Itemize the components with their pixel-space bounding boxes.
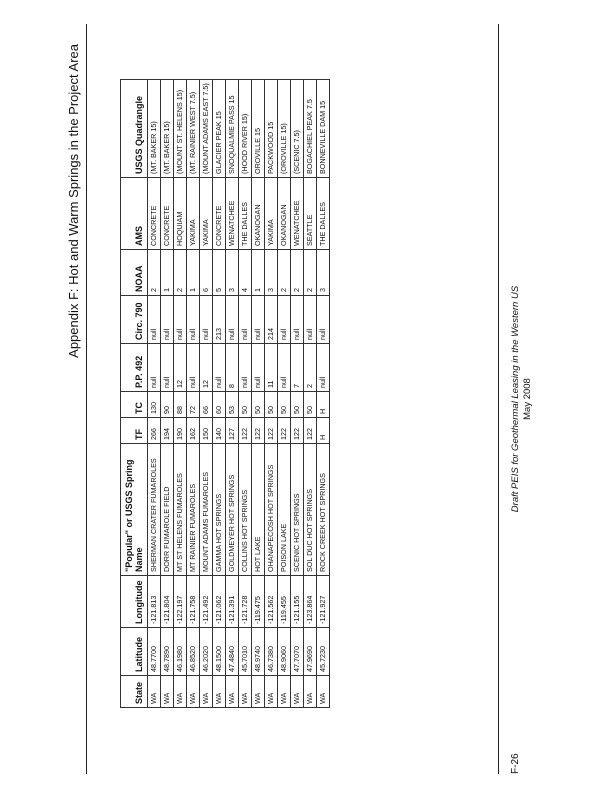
cell-pp492: null — [213, 344, 226, 392]
cell-circ790: null — [291, 296, 304, 344]
cell-state: WA — [291, 676, 304, 708]
cell-pp492: 2 — [304, 344, 317, 392]
footer-divider — [498, 24, 499, 774]
cell-ams: HOQUIAM — [174, 178, 187, 250]
cell-longitude: -122.197 — [174, 576, 187, 628]
cell-noaa: 4 — [239, 250, 252, 296]
cell-noaa: 2 — [278, 250, 291, 296]
cell-spring-name: MT ST HELENS FUMAROLES — [174, 444, 187, 576]
cell-pp492: null — [161, 344, 174, 392]
cell-state: WA — [161, 676, 174, 708]
cell-latitude: 48.7890 — [161, 628, 174, 676]
cell-ams: CONCRETE — [161, 178, 174, 250]
cell-longitude: -121.492 — [200, 576, 213, 628]
cell-tc: 130 — [148, 392, 161, 418]
cell-tf: 190 — [174, 418, 187, 444]
cell-circ790: null — [187, 296, 200, 344]
hot-springs-table — [120, 79, 330, 708]
page-number: F-26 — [510, 753, 521, 774]
cell-longitude: -119.455 — [278, 576, 291, 628]
cell-tc: 50 — [304, 392, 317, 418]
cell-spring-name: SHERMAN CRATER FUMAROLES — [148, 444, 161, 576]
cell-state: WA — [304, 676, 317, 708]
col-header-pp492: P.P. 492 — [121, 344, 148, 392]
cell-state: WA — [239, 676, 252, 708]
cell-tf: 140 — [213, 418, 226, 444]
cell-pp492: null — [148, 344, 161, 392]
cell-tc: 50 — [278, 392, 291, 418]
cell-usgs-quadrangle: PACKWOOD 15 — [265, 80, 278, 178]
cell-ams: OKANOGAN — [278, 178, 291, 250]
cell-latitude: 48.7700 — [148, 628, 161, 676]
cell-noaa: 3 — [226, 250, 239, 296]
cell-noaa: 1 — [252, 250, 265, 296]
cell-usgs-quadrangle: (SCENIC 7.5) — [291, 80, 304, 178]
cell-state: WA — [200, 676, 213, 708]
cell-tf: 122 — [278, 418, 291, 444]
cell-latitude: 45.7230 — [317, 628, 330, 676]
table-row — [278, 80, 291, 708]
cell-pp492: 8 — [226, 344, 239, 392]
cell-ams: CONCRETE — [213, 178, 226, 250]
cell-tf: 122 — [304, 418, 317, 444]
cell-longitude: -123.864 — [304, 576, 317, 628]
cell-tc: H — [317, 392, 330, 418]
cell-tf: 122 — [239, 418, 252, 444]
col-header-tf: TF — [121, 418, 148, 444]
cell-pp492: 12 — [174, 344, 187, 392]
cell-circ790: null — [304, 296, 317, 344]
cell-ams: OKANOGAN — [252, 178, 265, 250]
cell-circ790: null — [252, 296, 265, 344]
footer-center — [510, 24, 534, 774]
cell-longitude: -121.062 — [213, 576, 226, 628]
cell-noaa: 1 — [161, 250, 174, 296]
cell-tc: 50 — [291, 392, 304, 418]
cell-tc: 50 — [239, 392, 252, 418]
cell-tf: 122 — [252, 418, 265, 444]
cell-state: WA — [174, 676, 187, 708]
cell-state: WA — [226, 676, 239, 708]
cell-ams: YAKIMA — [187, 178, 200, 250]
cell-circ790: null — [161, 296, 174, 344]
table-row — [317, 80, 330, 708]
col-header-spring-name: "Popular" or USGS Spring Name — [121, 444, 148, 576]
cell-tf: 127 — [226, 418, 239, 444]
cell-circ790: null — [226, 296, 239, 344]
cell-usgs-quadrangle: (MT. RAINIER WEST 7.5) — [187, 80, 200, 178]
cell-usgs-quadrangle: (MT. BAKER 15) — [148, 80, 161, 178]
table-row — [200, 80, 213, 708]
cell-circ790: 214 — [265, 296, 278, 344]
cell-spring-name: HOT LAKE — [252, 444, 265, 576]
cell-spring-name: COLLINS HOT SPRINGS — [239, 444, 252, 576]
cell-usgs-quadrangle: (HOOD RIVER 15) — [239, 80, 252, 178]
cell-circ790: null — [317, 296, 330, 344]
cell-tf: 122 — [291, 418, 304, 444]
cell-circ790: 213 — [213, 296, 226, 344]
cell-usgs-quadrangle: GLACIER PEAK 15 — [213, 80, 226, 178]
cell-latitude: 48.9060 — [278, 628, 291, 676]
col-header-ams: AMS — [121, 178, 148, 250]
cell-noaa: 3 — [317, 250, 330, 296]
cell-spring-name: POISON LAKE — [278, 444, 291, 576]
table-header-row — [121, 80, 148, 708]
cell-longitude: -121.155 — [291, 576, 304, 628]
cell-spring-name: DORR FUMAROLE FIELD — [161, 444, 174, 576]
cell-latitude: 46.1980 — [174, 628, 187, 676]
cell-pp492: null — [278, 344, 291, 392]
cell-pp492: null — [187, 344, 200, 392]
cell-state: WA — [213, 676, 226, 708]
cell-spring-name: ROCK CREEK HOT SPRINGS — [317, 444, 330, 576]
col-header-noaa: NOAA — [121, 250, 148, 296]
cell-tc: 50 — [252, 392, 265, 418]
cell-pp492: 7 — [291, 344, 304, 392]
cell-usgs-quadrangle: (MT. BAKER 15) — [161, 80, 174, 178]
cell-usgs-quadrangle: BOGACHIEL PEAK 7.5 — [304, 80, 317, 178]
cell-tc: 50 — [265, 392, 278, 418]
cell-spring-name: SCENIC HOT SPRINGS — [291, 444, 304, 576]
cell-tc: 60 — [213, 392, 226, 418]
cell-noaa: 2 — [174, 250, 187, 296]
cell-circ790: null — [278, 296, 291, 344]
cell-noaa: 2 — [291, 250, 304, 296]
col-header-latitude: Latitude — [121, 628, 148, 676]
table-body — [148, 80, 330, 708]
cell-spring-name: GAMMA HOT SPRINGS — [213, 444, 226, 576]
cell-usgs-quadrangle: (MOUNT ADAMS EAST 7.5) — [200, 80, 213, 178]
cell-state: WA — [265, 676, 278, 708]
cell-spring-name: GOLDMEYER HOT SPRINGS — [226, 444, 239, 576]
page-header-title: Appendix F: Hot and Warm Springs in the Project Area — [66, 44, 81, 358]
cell-ams: WENATCHEE — [226, 178, 239, 250]
cell-spring-name: SOL DUC HOT SPRINGS — [304, 444, 317, 576]
cell-usgs-quadrangle: (MOUNT ST. HELENS 15) — [174, 80, 187, 178]
cell-usgs-quadrangle: SNOQUALMIE PASS 15 — [226, 80, 239, 178]
cell-tf: 150 — [200, 418, 213, 444]
table-row — [213, 80, 226, 708]
cell-usgs-quadrangle: BONNEVILLE DAM 15 — [317, 80, 330, 178]
cell-state: WA — [148, 676, 161, 708]
cell-latitude: 47.7070 — [291, 628, 304, 676]
cell-ams: THE DALLES — [239, 178, 252, 250]
cell-state: WA — [187, 676, 200, 708]
cell-circ790: null — [148, 296, 161, 344]
cell-spring-name: MT RAINIER FUMAROLES — [187, 444, 200, 576]
rotated-page — [18, 24, 578, 774]
cell-tf: 162 — [187, 418, 200, 444]
cell-latitude: 47.9690 — [304, 628, 317, 676]
cell-latitude: 47.4840 — [226, 628, 239, 676]
cell-noaa: 2 — [304, 250, 317, 296]
table-row — [187, 80, 200, 708]
cell-ams: CONCRETE — [148, 178, 161, 250]
col-header-state: State — [121, 676, 148, 708]
footer-date: May 2008 — [522, 378, 533, 420]
cell-longitude: -121.562 — [265, 576, 278, 628]
footer-doc-title: Draft PEIS for Geothermal Leasing in the Western US — [510, 285, 521, 513]
cell-spring-name: MOUNT ADAMS FUMAROLES — [200, 444, 213, 576]
cell-pp492: 12 — [200, 344, 213, 392]
col-header-longitude: Longitude — [121, 576, 148, 628]
cell-noaa: 6 — [200, 250, 213, 296]
cell-tf: H — [317, 418, 330, 444]
table-row — [252, 80, 265, 708]
cell-noaa: 2 — [148, 250, 161, 296]
cell-longitude: -121.813 — [148, 576, 161, 628]
cell-pp492: null — [252, 344, 265, 392]
cell-state: WA — [317, 676, 330, 708]
header-divider — [86, 24, 87, 774]
cell-pp492: 11 — [265, 344, 278, 392]
cell-circ790: null — [200, 296, 213, 344]
cell-longitude: -121.391 — [226, 576, 239, 628]
cell-latitude: 45.7010 — [239, 628, 252, 676]
table-row — [161, 80, 174, 708]
cell-pp492: null — [317, 344, 330, 392]
cell-circ790: null — [239, 296, 252, 344]
cell-circ790: null — [174, 296, 187, 344]
cell-latitude: 48.1500 — [213, 628, 226, 676]
cell-latitude: 46.7380 — [265, 628, 278, 676]
table-row — [304, 80, 317, 708]
cell-noaa: 3 — [265, 250, 278, 296]
cell-tc: 90 — [161, 392, 174, 418]
table-row — [174, 80, 187, 708]
cell-tf: 266 — [148, 418, 161, 444]
cell-usgs-quadrangle: OROVILLE 15 — [252, 80, 265, 178]
col-header-usgs-quadrangle: USGS Quadrangle — [121, 80, 148, 178]
cell-ams: THE DALLES — [317, 178, 330, 250]
cell-longitude: -121.758 — [187, 576, 200, 628]
cell-noaa: 5 — [213, 250, 226, 296]
cell-ams: YAKIMA — [200, 178, 213, 250]
cell-longitude: -121.728 — [239, 576, 252, 628]
cell-latitude: 46.2020 — [200, 628, 213, 676]
cell-noaa: 1 — [187, 250, 200, 296]
cell-tc: 53 — [226, 392, 239, 418]
table-row — [226, 80, 239, 708]
cell-pp492: null — [239, 344, 252, 392]
cell-usgs-quadrangle: (OROVILLE 15) — [278, 80, 291, 178]
col-header-circ790: Circ. 790 — [121, 296, 148, 344]
cell-state: WA — [278, 676, 291, 708]
cell-ams: YAKIMA — [265, 178, 278, 250]
table-row — [148, 80, 161, 708]
cell-ams: WENATCHEE — [291, 178, 304, 250]
cell-ams: SEATTLE — [304, 178, 317, 250]
cell-tc: 88 — [174, 392, 187, 418]
cell-tc: 66 — [200, 392, 213, 418]
cell-longitude: -121.927 — [317, 576, 330, 628]
cell-tf: 194 — [161, 418, 174, 444]
cell-state: WA — [252, 676, 265, 708]
table-row — [291, 80, 304, 708]
table-row — [265, 80, 278, 708]
cell-latitude: 46.8520 — [187, 628, 200, 676]
cell-spring-name: OHANAPECOSH HOT SPRINGS — [265, 444, 278, 576]
col-header-tc: TC — [121, 392, 148, 418]
cell-longitude: -121.804 — [161, 576, 174, 628]
cell-longitude: -119.475 — [252, 576, 265, 628]
cell-tf: 122 — [265, 418, 278, 444]
cell-tc: 72 — [187, 392, 200, 418]
cell-latitude: 48.9740 — [252, 628, 265, 676]
table-row — [239, 80, 252, 708]
